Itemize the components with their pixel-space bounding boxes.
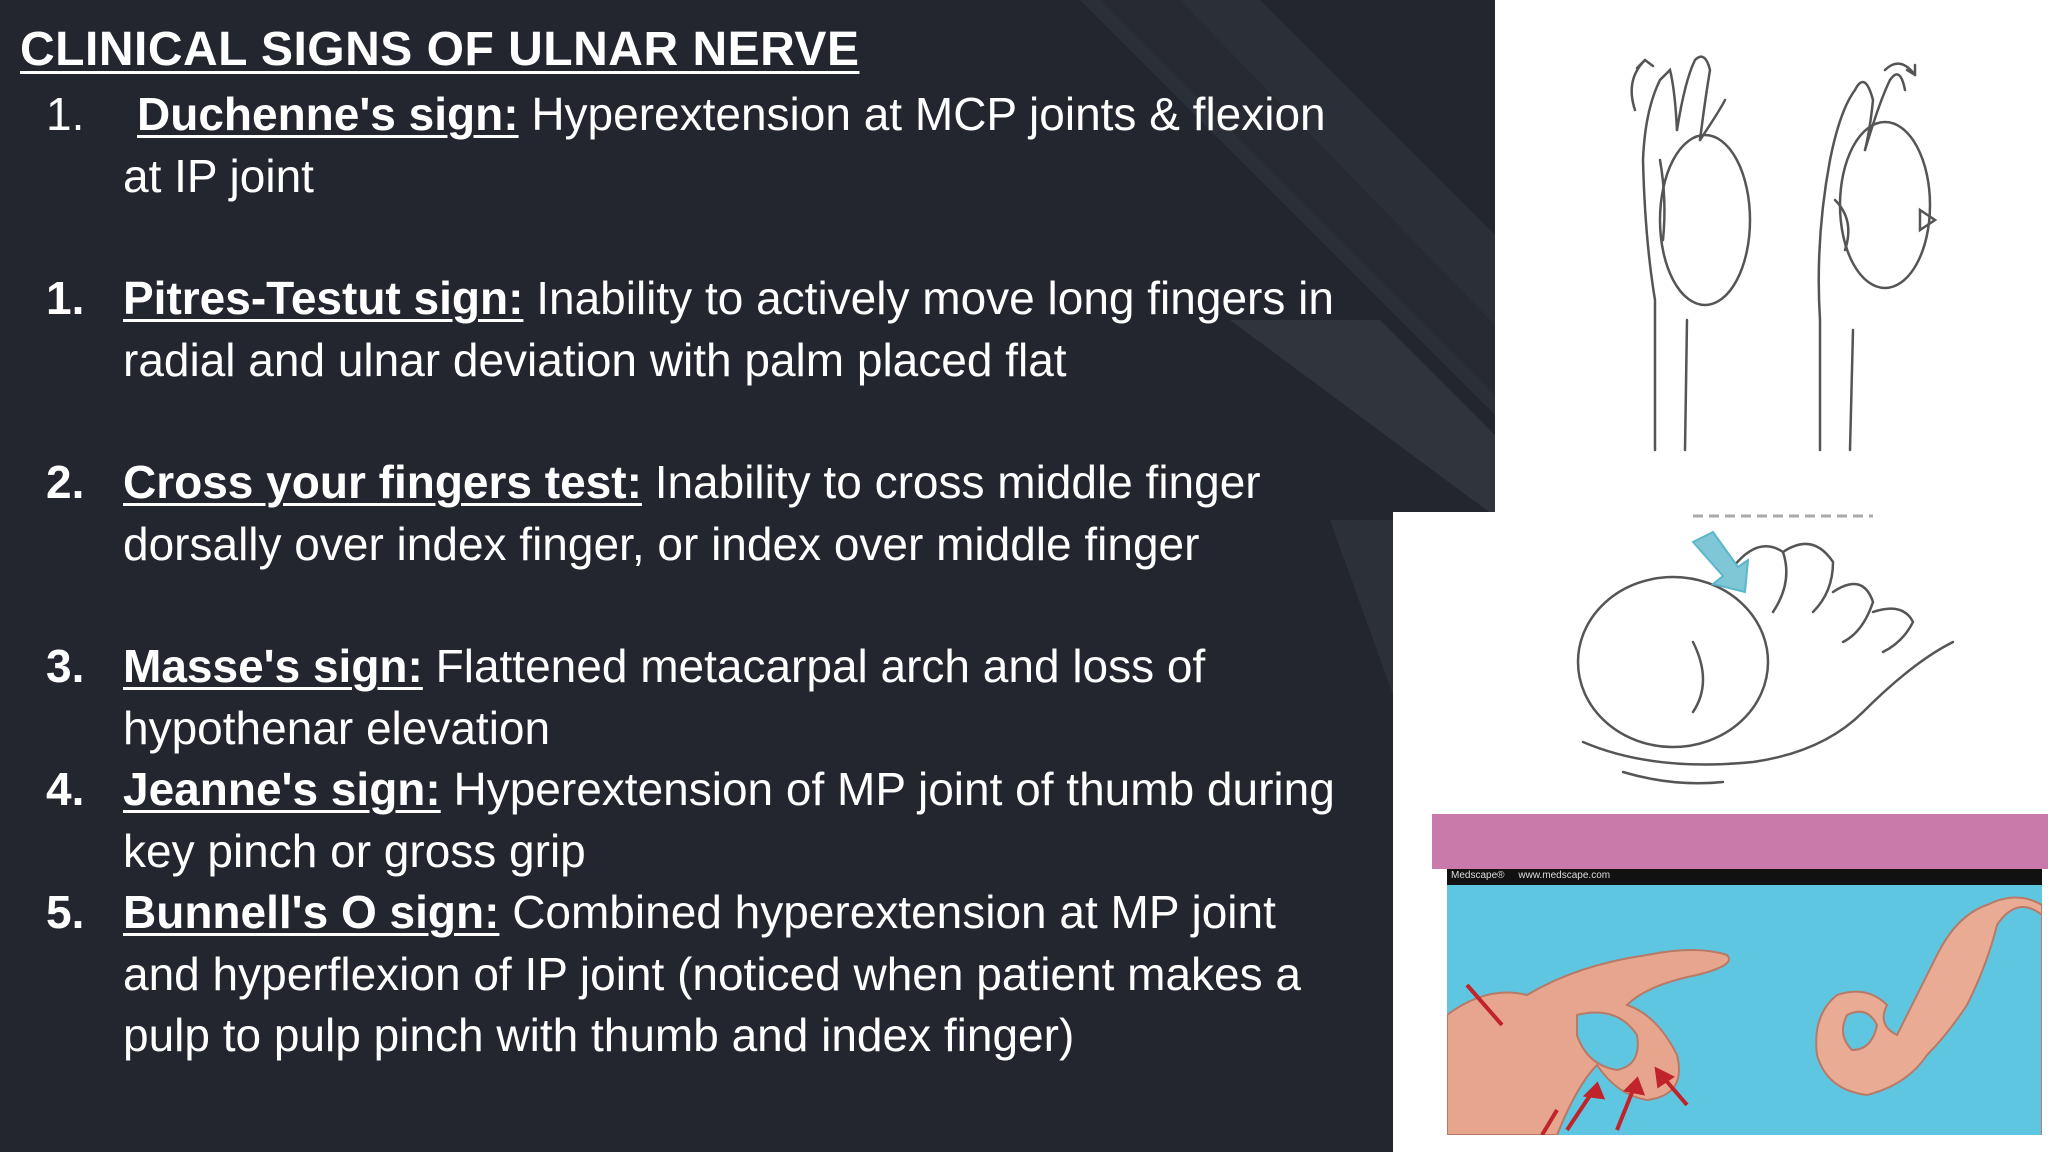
item-number: 4. bbox=[46, 763, 85, 815]
item-term: Cross your fingers test: bbox=[123, 456, 642, 508]
item-number: 5. bbox=[46, 886, 85, 938]
photo-banner bbox=[1432, 814, 2048, 869]
item-term: Pitres-Testut sign: bbox=[123, 272, 524, 324]
photo-watermark-bar bbox=[1447, 869, 2042, 885]
item-text: Flattened metacarpal arch and loss of hypothenar elevation bbox=[123, 640, 1206, 754]
duchenne-illustration bbox=[1495, 0, 2048, 512]
item-text: Combined hyperextension at MP joint and hyperflexion of IP joint (noticed when patient makes a pulp to pulp pinch with thumb and index finger) bbox=[123, 886, 1301, 1061]
bunnell-sign-photo bbox=[1447, 885, 2042, 1135]
item-term: Duchenne's sign: bbox=[137, 88, 519, 140]
item-text: Hyperextension at MCP joints & flexion at IP joint bbox=[123, 88, 1326, 202]
bunnell-photo-frame bbox=[1393, 802, 2048, 1152]
item-text: Inability to cross middle finger dorsally over index finger, or index over middle finger bbox=[123, 456, 1261, 570]
item-term: Bunnell's O sign: bbox=[123, 886, 500, 938]
item-text: Inability to actively move long fingers in radial and ulnar deviation with palm placed flat bbox=[123, 272, 1334, 386]
masse-illustration bbox=[1393, 512, 2048, 802]
item-term: Masse's sign: bbox=[123, 640, 423, 692]
hand-sketch-image bbox=[1393, 512, 2048, 802]
slide-title: CLINICAL SIGNS OF ULNAR NERVE bbox=[20, 23, 860, 76]
item-term: Jeanne's sign: bbox=[123, 763, 441, 815]
item-number: 1. bbox=[46, 272, 85, 324]
item-text: Hyperextension of MP joint of thumb during key pinch or gross grip bbox=[123, 763, 1335, 877]
hands-sketch-image bbox=[1495, 0, 2048, 512]
item-number: 3. bbox=[46, 640, 85, 692]
photo-watermark: Medscape® www.medscape.com bbox=[1451, 870, 1611, 881]
item-number: 2. bbox=[46, 456, 85, 508]
item-number: 1. bbox=[46, 88, 85, 140]
